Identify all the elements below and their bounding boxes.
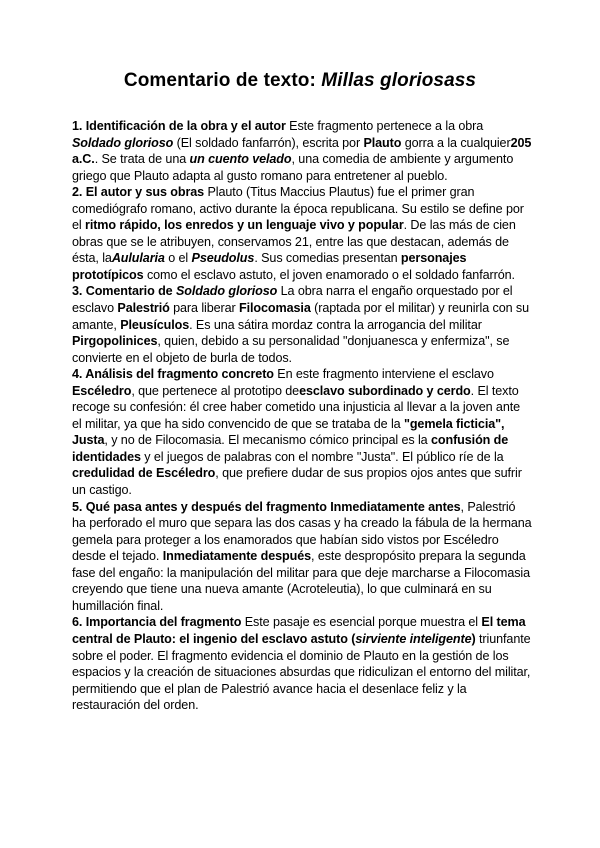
section-4-paragraph (72, 366, 532, 498)
bold-run: credulidad de Escéledro (72, 466, 216, 481)
bold-run: esclavo subordinado y cerdo (299, 383, 471, 398)
page-title-prefix: Comentario de texto: (123, 70, 322, 91)
section-2-paragraph (72, 184, 532, 283)
bold-run: ritmo rápido, los enredos y un lenguaje vivo y popular (85, 218, 404, 233)
section-6-paragraph (72, 614, 532, 713)
text-run: La obra narra el engaño orquestado por el esclavo (72, 284, 513, 316)
work-title-italic: Pseudolus (191, 251, 255, 266)
text-run: En este fragmento interviene el esclavo (273, 367, 494, 382)
text-run: , este despropósito prepara la segunda fase del engaño: la manipulación del militar para que deje marcharse a Filocomasia creyendo que tiene una nueva amante (Acroteleutia), lo que culminará en su humillación final. (72, 549, 531, 613)
text-run: , una comedia de ambiente y argumento griego que Plauto adapta al gusto romano para entretener al pueblo. (72, 152, 514, 183)
text-run: Plauto (Titus Maccius Plautus) fue el primer gran comediógrafo romano, activo durante la época republicana. Su estilo se define por el (72, 185, 524, 233)
section-4-heading: 4. Análisis del fragmento concreto (72, 367, 274, 382)
work-title-italic: Aulularia (111, 251, 165, 266)
bold-run: Inmediatamente después (162, 549, 312, 564)
bold-run: personajes prototípicos (72, 251, 467, 282)
section-3-paragraph (72, 283, 532, 366)
text-run: triunfante sobre el poder. El fragmento evidencia el dominio de Plauto en la gestión de los espacios y la creación de situaciones absurdas que ridiculizan el entorno del militar, permitiendo que el plan de Palestrió avance hacia el desenlace feliz y la restauración del orden. (72, 631, 531, 713)
bold-run: Palestrió (117, 301, 170, 316)
section-1-heading: 1. Identificación de la obra y el autor (72, 119, 286, 133)
section-5-heading: 5. Qué pasa antes y después del fragmento Inmediatamente antes (72, 499, 461, 514)
bold-italic-run: sirviente inteligente (355, 631, 472, 646)
bold-run: Escéledro (72, 383, 132, 398)
text-run: Este pasaje es esencial porque muestra el (241, 615, 482, 630)
work-title-italic: Soldado glorioso (72, 135, 174, 150)
text-run: para liberar (169, 301, 240, 316)
section-5-paragraph (72, 499, 532, 615)
text-run: , que prefiere dudar de sus propios ojos antes que sufrir un castigo. (72, 466, 522, 498)
section-6-heading: 6. Importancia del fragmento (72, 615, 242, 630)
section-2-heading: 2. El autor y sus obras (72, 185, 205, 200)
document-body (72, 118, 532, 714)
bold-italic-run: un cuento velado (189, 152, 292, 167)
text-run: gorra a la cualquier (401, 135, 511, 150)
text-run: . Sus comedias presentan (254, 251, 401, 266)
bold-run: "gemela ficticia", Justa (72, 416, 505, 448)
section-3-heading-italic: Soldado glorioso (175, 284, 278, 299)
bold-run: Pirgopolinices (72, 334, 158, 349)
bold-run: Plauto (363, 135, 402, 150)
text-run: , y no de Filocomasia. El mecanismo cómico principal es la (104, 433, 431, 448)
bold-run: confusión de identidades (72, 433, 509, 464)
text-run: (El soldado fanfarrón), escrita por (173, 135, 364, 150)
text-run: . El texto recoge su confesión: él cree haber cometido una injusticia al llevar a la joven ante el militar, ya que ha sido convencido de que se trataba de la (72, 383, 521, 431)
bold-run: ) (471, 631, 476, 646)
bold-run: Filocomasia (239, 301, 311, 316)
text-run: , Palestrió ha perforado el muro que separa las dos casas y ha creado la fábula de la hermana gemela para proteger a los enamorados que habían sido vistos por Escéledro desde el tejado. (72, 499, 532, 564)
text-run: (raptada por el militar) y reunirla con su amante, (72, 301, 530, 332)
text-run: . Se trata de una (94, 152, 190, 167)
text-run: como el esclavo astuto, el joven enamorado o el soldado fanfarrón. (143, 267, 515, 282)
page-title-italic: Millas gloriosass (321, 70, 477, 91)
text-run: , quien, debido a su personalidad "donjuanesca y enfermiza", se convierte en el objeto de burla de todos. (72, 334, 510, 365)
section-1-paragraph (72, 118, 532, 184)
text-run: y el juegos de palabras con el nombre "Justa". El público ríe de la (140, 449, 504, 464)
text-run: . De las más de cien obras que se le atribuyen, conservamos 21, entre las que destacan, además de ésta, la (72, 218, 516, 266)
text-run: , que pertenece al prototipo de (131, 383, 300, 398)
bold-run: El tema central de Plauto: el ingenio del esclavo astuto ( (72, 615, 526, 646)
bold-run: Pleusículos (120, 317, 190, 332)
bold-run: 205 a.C. (72, 135, 532, 167)
text-run: o el (164, 251, 192, 266)
text-run: . Es una sátira mordaz contra la arrogancia del militar (189, 317, 482, 332)
section-3-heading (72, 284, 277, 298)
page-title (0, 70, 600, 92)
text-run: Este fragmento pertenece a la obra (285, 119, 484, 133)
section-3-heading-text: 3. Comentario de (72, 284, 176, 299)
